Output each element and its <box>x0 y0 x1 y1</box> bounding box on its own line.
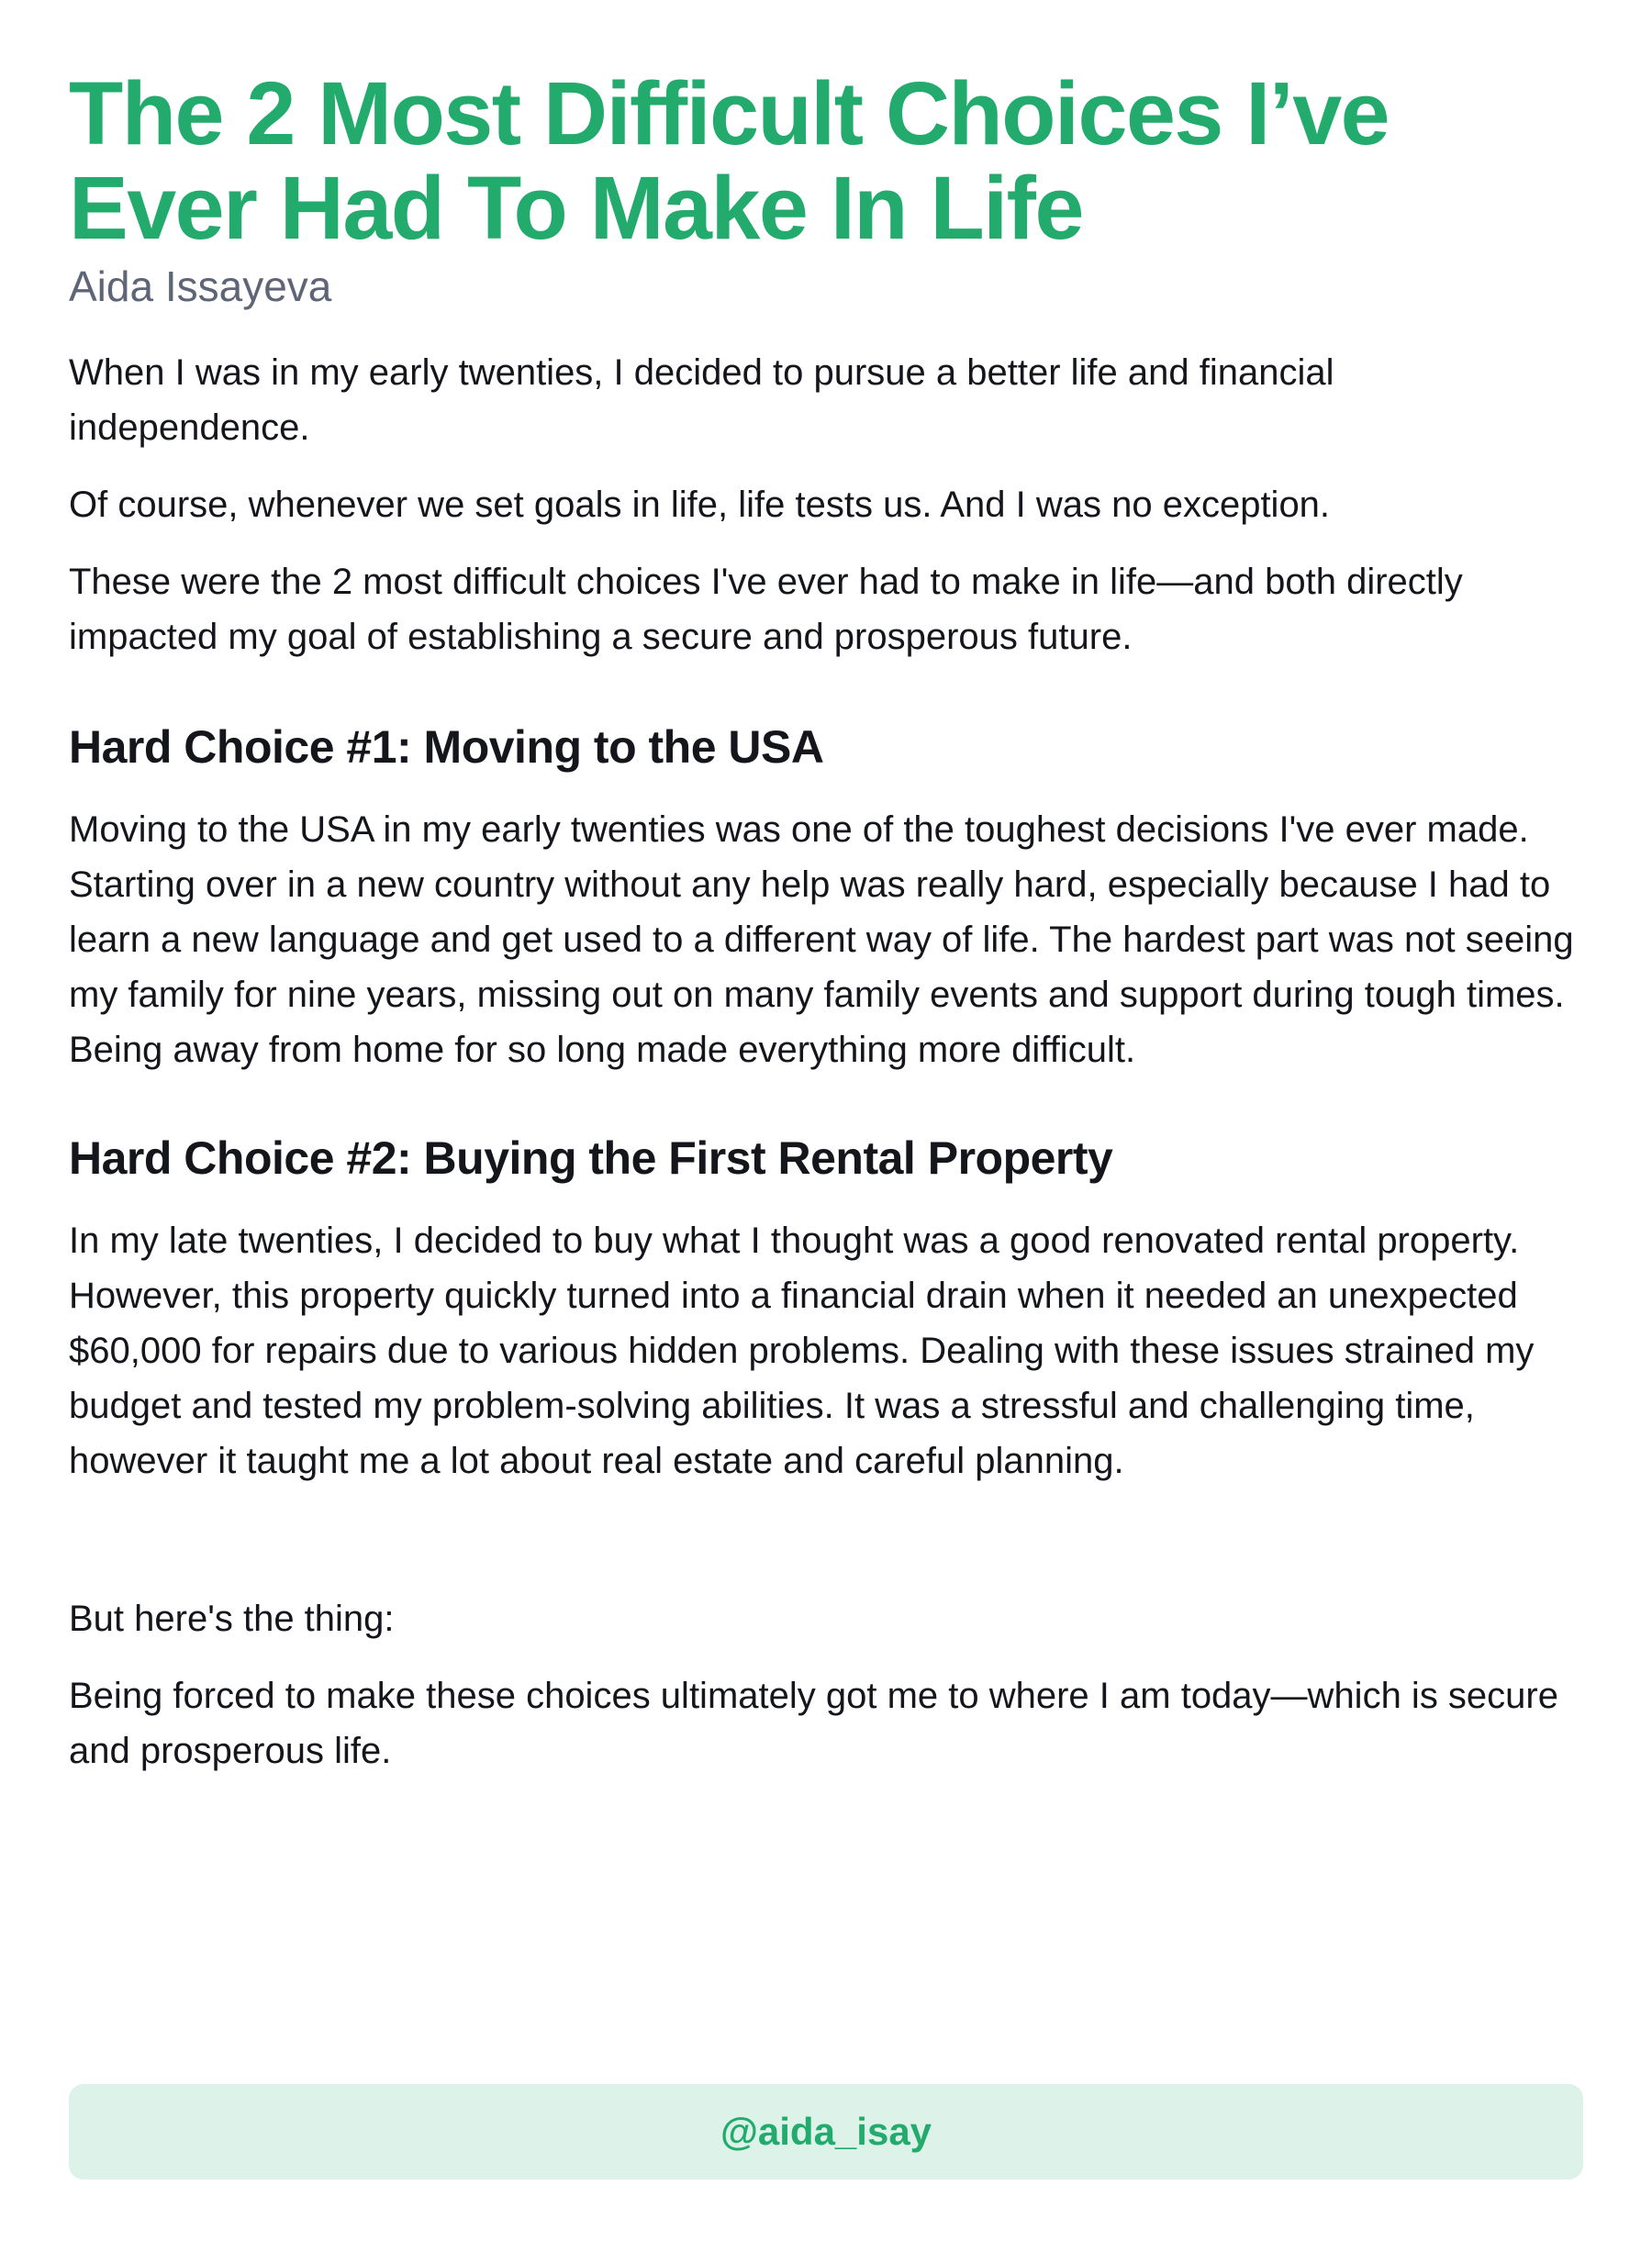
closing-paragraph-1: But here's the thing: <box>69 1599 395 1639</box>
intro-paragraph-2: Of course, whenever we set goals in life, life tests us. And I was no exception. <box>69 485 1331 525</box>
intro-paragraph-3: These were the 2 most difficult choices I've ever had to make in life—and both directly impacted my goal of establishing a secure and prosperous future. <box>69 562 1463 657</box>
section-1-heading: Hard Choice #1: Moving to the USA <box>69 721 824 773</box>
article-title: The 2 Most Difficult Choices I’ve Ever Had To Make In Life <box>69 63 1390 258</box>
section-1-paragraph-2: Starting over in a new country without any help was really hard, especially because I had to learn a new language and get used to a different way of life. The hardest part was not seeing my family for nine years, missing out on many family events and support during tough times. Being away from home for so long made everything more difficult. <box>69 864 1574 1070</box>
section-2-paragraph-1: In my late twenties, I decided to buy what I thought was a good renovated rental property. <box>69 1221 1520 1261</box>
author-name: Aida Issayeva <box>69 262 332 310</box>
footer-banner <box>69 2084 1583 2180</box>
section-2-paragraph-2: However, this property quickly turned into a financial drain when it needed an unexpected $60,000 for repairs due to various hidden problems. Dealing with these issues strained my budget and tested my problem-solving abilities. It was a stressful and challenging time, however it taught me a lot about real estate and careful planning. <box>69 1276 1535 1481</box>
section-2-heading: Hard Choice #2: Buying the First Rental Property <box>69 1132 1113 1184</box>
intro-paragraph-1: When I was in my early twenties, I decided to pursue a better life and financial independence. <box>69 352 1334 448</box>
social-handle[interactable]: @aida_isay <box>720 2110 932 2153</box>
section-1-paragraph-1: Moving to the USA in my early twenties was one of the toughest decisions I've ever made. <box>69 809 1529 850</box>
closing-paragraph-2: Being forced to make these choices ultimately got me to where I am today—which is secure and prosperous life. <box>69 1676 1558 1771</box>
article <box>69 0 1583 1778</box>
